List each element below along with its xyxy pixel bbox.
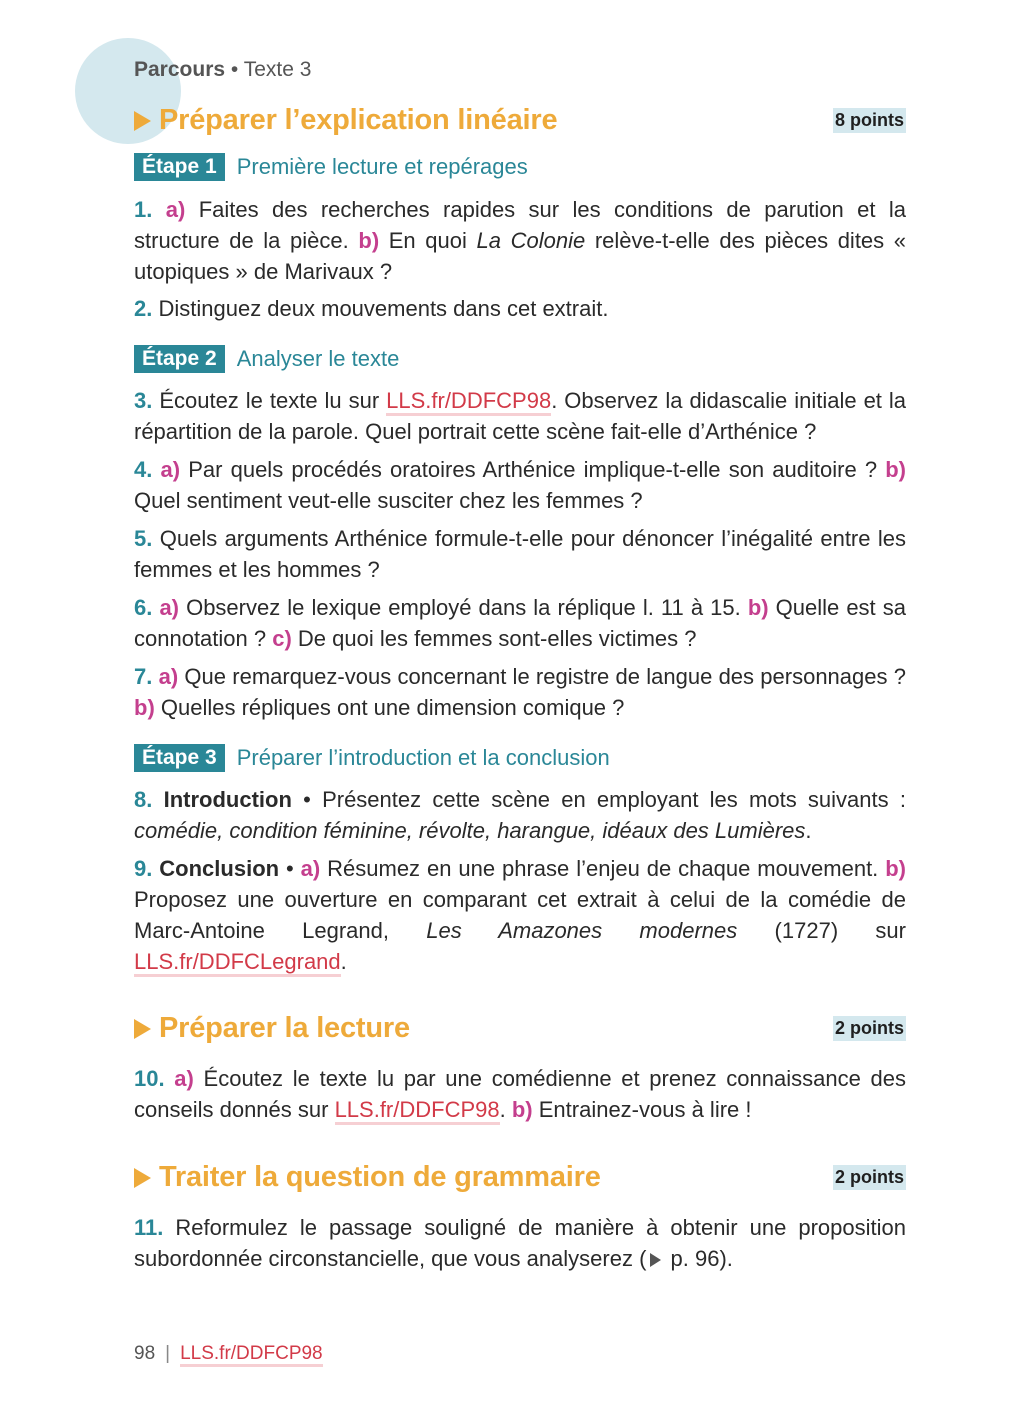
etape-2-badge: Étape 2 <box>134 345 225 373</box>
question-keyword: Conclusion <box>159 856 280 881</box>
etape-1 <box>134 153 528 181</box>
section-grammaire <box>134 1161 906 1194</box>
page-reference-arrow-icon <box>650 1253 661 1267</box>
sub-label: a) <box>165 197 186 222</box>
question-text: Écoutez le texte lu sur <box>152 388 387 413</box>
audio-link[interactable]: LLS.fr/DDFCP98 <box>386 388 551 416</box>
question-9 <box>134 853 906 977</box>
question-1 <box>134 194 906 287</box>
question-number: 7. <box>134 664 153 689</box>
keyword-list: comédie, condition féminine, révolte, harangue, idéaux des Lumières <box>134 818 806 843</box>
sub-label: a) <box>160 457 181 482</box>
question-text: De quoi les femmes sont-elles victimes ? <box>291 626 697 651</box>
triangle-bullet-icon <box>134 111 151 131</box>
points-badge-explication: 8 points <box>833 108 906 133</box>
question-text: relève-t-elle des pièces dites « utopiques » de Marivaux ? <box>134 228 907 284</box>
question-8 <box>134 784 906 846</box>
question-text: Observez le lexique employé dans la réplique l. 11 à 15. <box>179 595 748 620</box>
question-5 <box>134 523 906 585</box>
etape-1-badge: Étape 1 <box>134 153 225 181</box>
breadcrumb <box>134 58 311 82</box>
question-number: 9. <box>134 856 153 881</box>
section-title-explication: Préparer l’explication linéaire <box>159 104 558 136</box>
section-lecture <box>134 1012 906 1045</box>
etape-2 <box>134 345 399 373</box>
question-4 <box>134 454 906 516</box>
question-number: 4. <box>134 457 153 482</box>
sub-label: b) <box>358 228 380 253</box>
question-text: Écoutez le texte lu par une comédienne et prenez connaissance des conseils donnés sur <box>134 1066 906 1122</box>
question-text: . Observez la didascalie initiale et la répartition de la parole. Quel portrait cette scène fait-elle d’Arthénice ? <box>134 388 907 444</box>
sub-label: a) <box>300 856 321 881</box>
etape-3-badge: Étape 3 <box>134 744 225 772</box>
question-text: Entrainez-vous à lire ! <box>532 1097 752 1122</box>
question-text: • Présentez cette scène en employant les mots suivants : <box>291 787 906 812</box>
sub-label: a) <box>158 664 179 689</box>
question-text: En quoi <box>379 228 477 253</box>
sub-label: b) <box>747 595 769 620</box>
question-text: Que remarquez-vous concernant le registre de langue des personnages ? <box>178 664 906 689</box>
question-10 <box>134 1063 906 1125</box>
footer-separator: | <box>165 1343 171 1364</box>
question-text: Par quels procédés oratoires Arthénice implique-t-elle son auditoire ? <box>180 457 886 482</box>
breadcrumb-page: Texte 3 <box>243 58 312 81</box>
sub-label: a) <box>174 1066 194 1091</box>
sub-label: a) <box>159 595 179 620</box>
question-7 <box>134 661 906 723</box>
sub-label: b) <box>885 856 906 881</box>
triangle-bullet-icon <box>134 1168 151 1188</box>
question-text: Faites des recherches rapides sur les conditions de parution et la structure de la pièce. <box>134 197 906 253</box>
etape-3-title: Préparer l’introduction et la conclusion <box>236 745 610 770</box>
question-text: Quel sentiment veut-elle susciter chez les femmes ? <box>134 488 643 513</box>
breadcrumb-section: Parcours <box>134 58 226 81</box>
etape-2-title: Analyser le texte <box>236 346 400 371</box>
question-text: . <box>805 818 812 843</box>
section-title-grammaire: Traiter la question de grammaire <box>159 1161 601 1193</box>
sub-label: c) <box>272 626 292 651</box>
question-3 <box>134 385 906 447</box>
breadcrumb-separator: • <box>230 58 239 81</box>
legrand-link[interactable]: LLS.fr/DDFCLegrand <box>134 949 341 977</box>
question-11 <box>134 1212 906 1274</box>
question-text: • <box>279 856 301 881</box>
question-text: . <box>499 1097 512 1122</box>
question-number: 1. <box>134 197 153 222</box>
question-2 <box>134 293 906 324</box>
page-footer <box>134 1343 323 1365</box>
question-text: Reformulez le passage souligné de manière à obtenir une proposition subordonnée circonstancielle, que vous analyserez ( <box>134 1215 906 1271</box>
section-explication <box>134 104 906 137</box>
question-text: Quelle est sa connotation ? <box>134 595 906 651</box>
points-badge-grammaire: 2 points <box>833 1165 906 1190</box>
points-badge-lecture: 2 points <box>833 1016 906 1041</box>
section-title-lecture: Préparer la lecture <box>159 1012 410 1044</box>
question-text: (1727) sur <box>737 918 906 943</box>
etape-1-title: Première lecture et repérages <box>236 154 528 179</box>
question-number: 3. <box>134 388 153 413</box>
work-title: Les Amazones modernes <box>426 918 738 943</box>
work-title: La Colonie <box>476 228 586 253</box>
question-number: 8. <box>134 787 153 812</box>
question-number: 6. <box>134 595 153 620</box>
question-number: 11. <box>134 1215 164 1240</box>
question-number: 10. <box>134 1066 165 1091</box>
question-text: . <box>340 949 347 974</box>
sub-label: b) <box>134 695 155 720</box>
sub-label: b) <box>885 457 906 482</box>
question-6 <box>134 592 906 654</box>
question-text: Résumez en une phrase l’enjeu de chaque mouvement. <box>320 856 886 881</box>
question-text: Quelles répliques ont une dimension comique ? <box>154 695 625 720</box>
page-number: 98 <box>134 1343 156 1364</box>
question-text: Quels arguments Arthénice formule-t-elle pour dénoncer l’inégalité entre les femmes et les hommes ? <box>134 526 906 582</box>
sub-label: b) <box>511 1097 533 1122</box>
question-text: p. 96). <box>664 1246 733 1271</box>
footer-link[interactable]: LLS.fr/DDFCP98 <box>180 1343 323 1367</box>
etape-3 <box>134 744 610 772</box>
audio-link[interactable]: LLS.fr/DDFCP98 <box>335 1097 500 1125</box>
question-text: Distinguez deux mouvements dans cet extrait. <box>152 296 609 321</box>
question-text: Proposez une ouverture en comparant cet extrait à celui de la comédie de Marc-Antoine Legrand, <box>134 887 906 943</box>
question-number: 2. <box>134 296 153 321</box>
triangle-bullet-icon <box>134 1019 151 1039</box>
question-keyword: Introduction <box>163 787 292 812</box>
question-number: 5. <box>134 526 153 551</box>
